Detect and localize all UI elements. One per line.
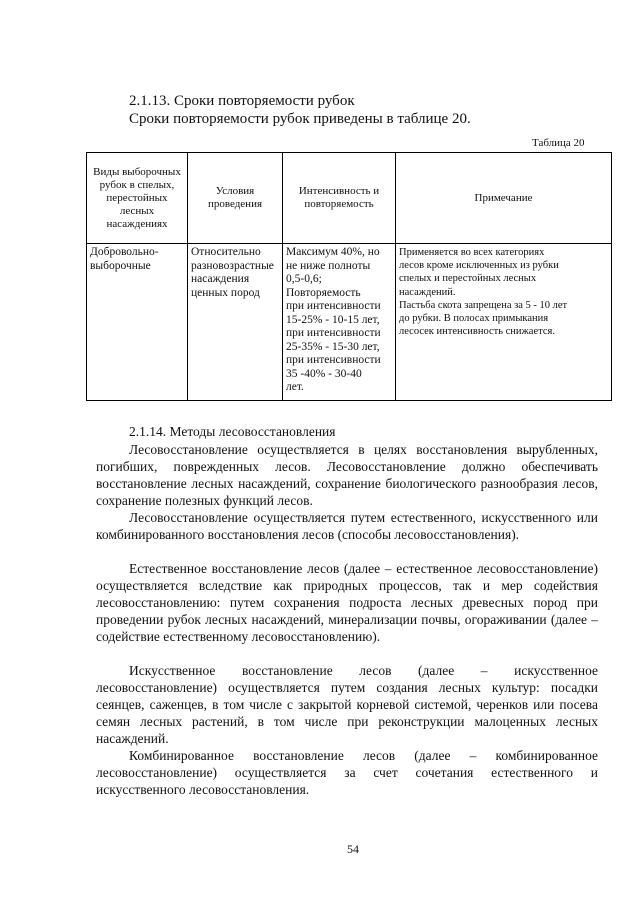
page-number: 54 — [347, 842, 359, 856]
cell-line: спелых и перестойных лесных — [399, 273, 537, 285]
cell-line: 15-25% - 10-15 лет, — [286, 313, 380, 326]
cell-line: при интенсивности — [286, 354, 381, 366]
cell-line: 0,5-0,6; — [286, 273, 322, 285]
cell-line: выборочные — [90, 259, 151, 272]
cell-line: разновозрастные — [191, 259, 274, 272]
cell-line: 35 -40% - 30-40 — [286, 367, 362, 380]
cell-line: при интенсивности — [286, 300, 381, 312]
section-title: 2.1.13. Сроки повторяемости рубок — [129, 93, 355, 109]
table-header-row — [87, 153, 612, 244]
cell-line: лет. — [286, 381, 304, 393]
header-cell-note: Примечание — [396, 153, 612, 244]
cell-line: 25-35% - 15-30 лет, — [286, 340, 380, 353]
cell-type — [87, 244, 188, 401]
section2-title: 2.1.14. Методы лесовосстановления — [129, 424, 336, 439]
header-cell-intensity: Интенсивность и повторяемость — [283, 153, 396, 244]
cell-line: насаждений. — [399, 286, 456, 298]
cell-conditions — [188, 244, 283, 401]
cell-line: Максимум 40%, но — [286, 246, 380, 258]
cell-line: Повторяемость — [286, 286, 361, 299]
cell-line: Применяется во всех категориях — [399, 247, 545, 258]
cell-line: при интенсивности — [286, 327, 381, 339]
cell-line: Относительно — [191, 246, 261, 258]
cell-line: не ниже полноты — [286, 259, 371, 272]
cell-line: лесосек интенсивность снижается. — [399, 326, 555, 338]
paragraph-3: Естественное восстановление лесов (далее – естественное лесовосстановление) осуществляется вследствие как природных процессов, так и мер содействия лесовосстановлению: путем сохранения подроста лесных древесных пород при проведении рубок лесных насаждений, минерализации почвы, огораживании (далее – содействие естественному лесовосстановлению). — [96, 561, 598, 644]
paragraph-2: Лесовосстановление осуществляется путем естественного, искусственного или комбинированного восстановления лесов (способы лесовосстановления). — [96, 510, 598, 542]
table-caption: Таблица 20 — [532, 137, 585, 149]
cell-note — [396, 244, 612, 401]
table-row — [87, 244, 612, 401]
cell-intensity — [283, 244, 396, 401]
cell-line: насаждения — [191, 273, 250, 285]
paragraph-4: Искусственное восстановление лесов (далее – искусственное лесовосстановление) осуществляется путем создания лесных культур: посадки сеянцев, саженцев, в том числе с закрытой корневой системой, черенков или посева семян лесных растений, в том числе при реконструкции малоценных лесных насаждений. — [96, 663, 598, 746]
cell-line: ценных пород — [191, 286, 260, 299]
header-cell-types: Виды выборочных рубок в спелых, перестойных лесных насаждениях — [87, 153, 188, 244]
header-cell-conditions: Условия проведения — [188, 153, 283, 244]
cell-line: до рубки. В полосах примыкания — [399, 313, 549, 325]
intro-text: Сроки повторяемости рубок приведены в таблице 20. — [129, 111, 471, 127]
paragraph-5: Комбинированное восстановление лесов (далее – комбинированное лесовосстановление) осуществляется за счет сочетания естественного и искусственного лесовосстановления. — [96, 748, 598, 797]
cell-line: Добровольно- — [90, 246, 159, 258]
cell-line: лесов кроме исключенных из рубки — [399, 260, 559, 272]
paragraph-1: Лесовосстановление осуществляется в целях восстановления вырубленных, погибших, поврежденных лесов. Лесовосстановление должно обеспечивать восстановление лесных насаждений, сохранение биологического разнообразия лесов, сохранение полезных функций лесов. — [96, 442, 598, 508]
cell-line: Пастьба скота запрещена за 5 - 10 лет — [399, 299, 568, 311]
logging-table — [86, 152, 612, 401]
